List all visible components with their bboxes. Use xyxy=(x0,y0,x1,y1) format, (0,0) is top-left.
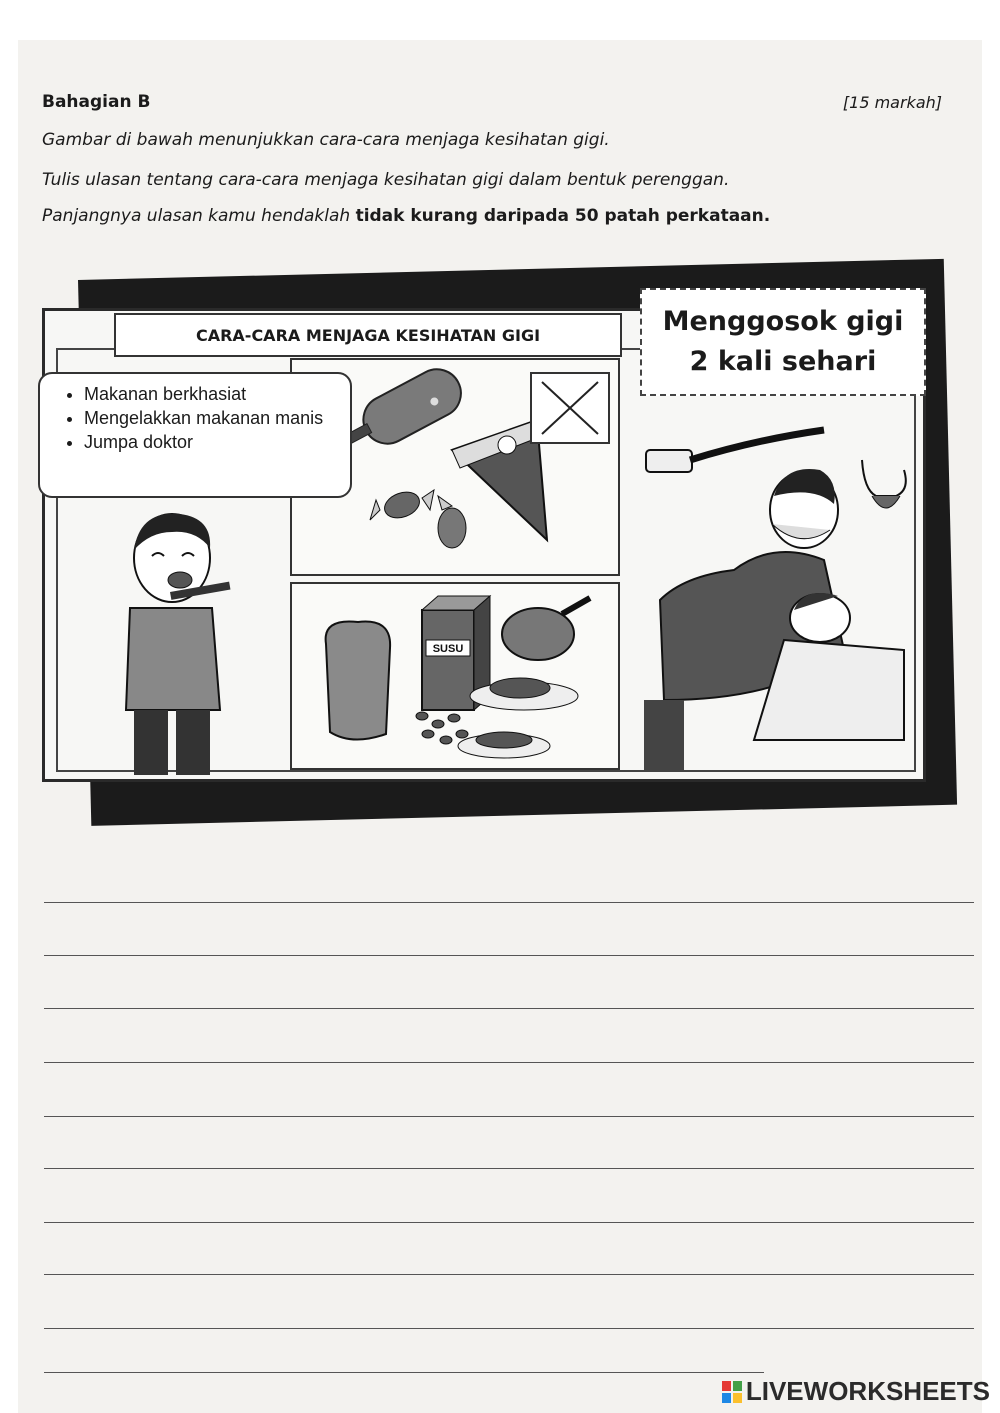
writing-line xyxy=(44,955,974,956)
tip-item: • Jumpa doktor xyxy=(84,430,344,454)
writing-line xyxy=(44,1116,974,1117)
brushing-callout xyxy=(640,288,926,396)
instruction-line-3 xyxy=(42,206,770,226)
cross-mark-icon xyxy=(530,372,610,444)
marks-label: [15 markah] xyxy=(842,93,942,112)
writing-line xyxy=(44,1008,974,1009)
milk-label: SUSU xyxy=(432,643,464,655)
poster-title: CARA-CARA MENJAGA KESIHATAN GIGI xyxy=(114,313,622,357)
candy-icon xyxy=(370,488,466,548)
callout-line-1: Menggosok gigi xyxy=(662,306,904,337)
instruction-line-2: Tulis ulasan tentang cara-cara menjaga kesihatan gigi dalam bentuk perenggan. xyxy=(42,170,730,190)
writing-line xyxy=(44,1168,974,1169)
section-heading: Bahagian B xyxy=(42,92,151,112)
writing-line xyxy=(44,1372,764,1373)
fish-icon xyxy=(490,678,550,698)
beans-icon xyxy=(416,712,468,744)
writing-line xyxy=(44,1062,974,1063)
writing-line xyxy=(44,902,974,903)
bread-icon xyxy=(326,621,391,739)
writing-line xyxy=(44,1328,974,1329)
callout-line-2: 2 kali sehari xyxy=(689,346,877,377)
rice-icon xyxy=(476,732,532,748)
instruction-line-1: Gambar di bawah menunjukkan cara-cara menjaga kesihatan gigi. xyxy=(42,130,610,150)
dentist-visit-image xyxy=(624,400,914,772)
instruction-line-3-bold: tidak kurang daripada 50 patah perkataan. xyxy=(355,206,771,226)
healthy-food-image xyxy=(290,582,620,770)
milk-box-icon xyxy=(422,610,474,710)
logo-icon xyxy=(722,1381,742,1403)
writing-line xyxy=(44,1222,974,1223)
toothbrush-icon xyxy=(646,430,824,472)
tip-item: • Makanan berkhasiat xyxy=(84,382,344,406)
writing-line xyxy=(44,1274,974,1275)
tips-list-box xyxy=(38,372,352,498)
instruction-line-3-text: Panjangnya ulasan kamu hendaklah xyxy=(42,206,356,226)
boy-brushing-teeth-image xyxy=(100,500,250,775)
liveworksheets-logo xyxy=(722,1376,990,1407)
logo-text: LIVEWORKSHEETS xyxy=(745,1376,990,1406)
tip-item: • Mengelakkan makanan manis xyxy=(84,406,344,430)
